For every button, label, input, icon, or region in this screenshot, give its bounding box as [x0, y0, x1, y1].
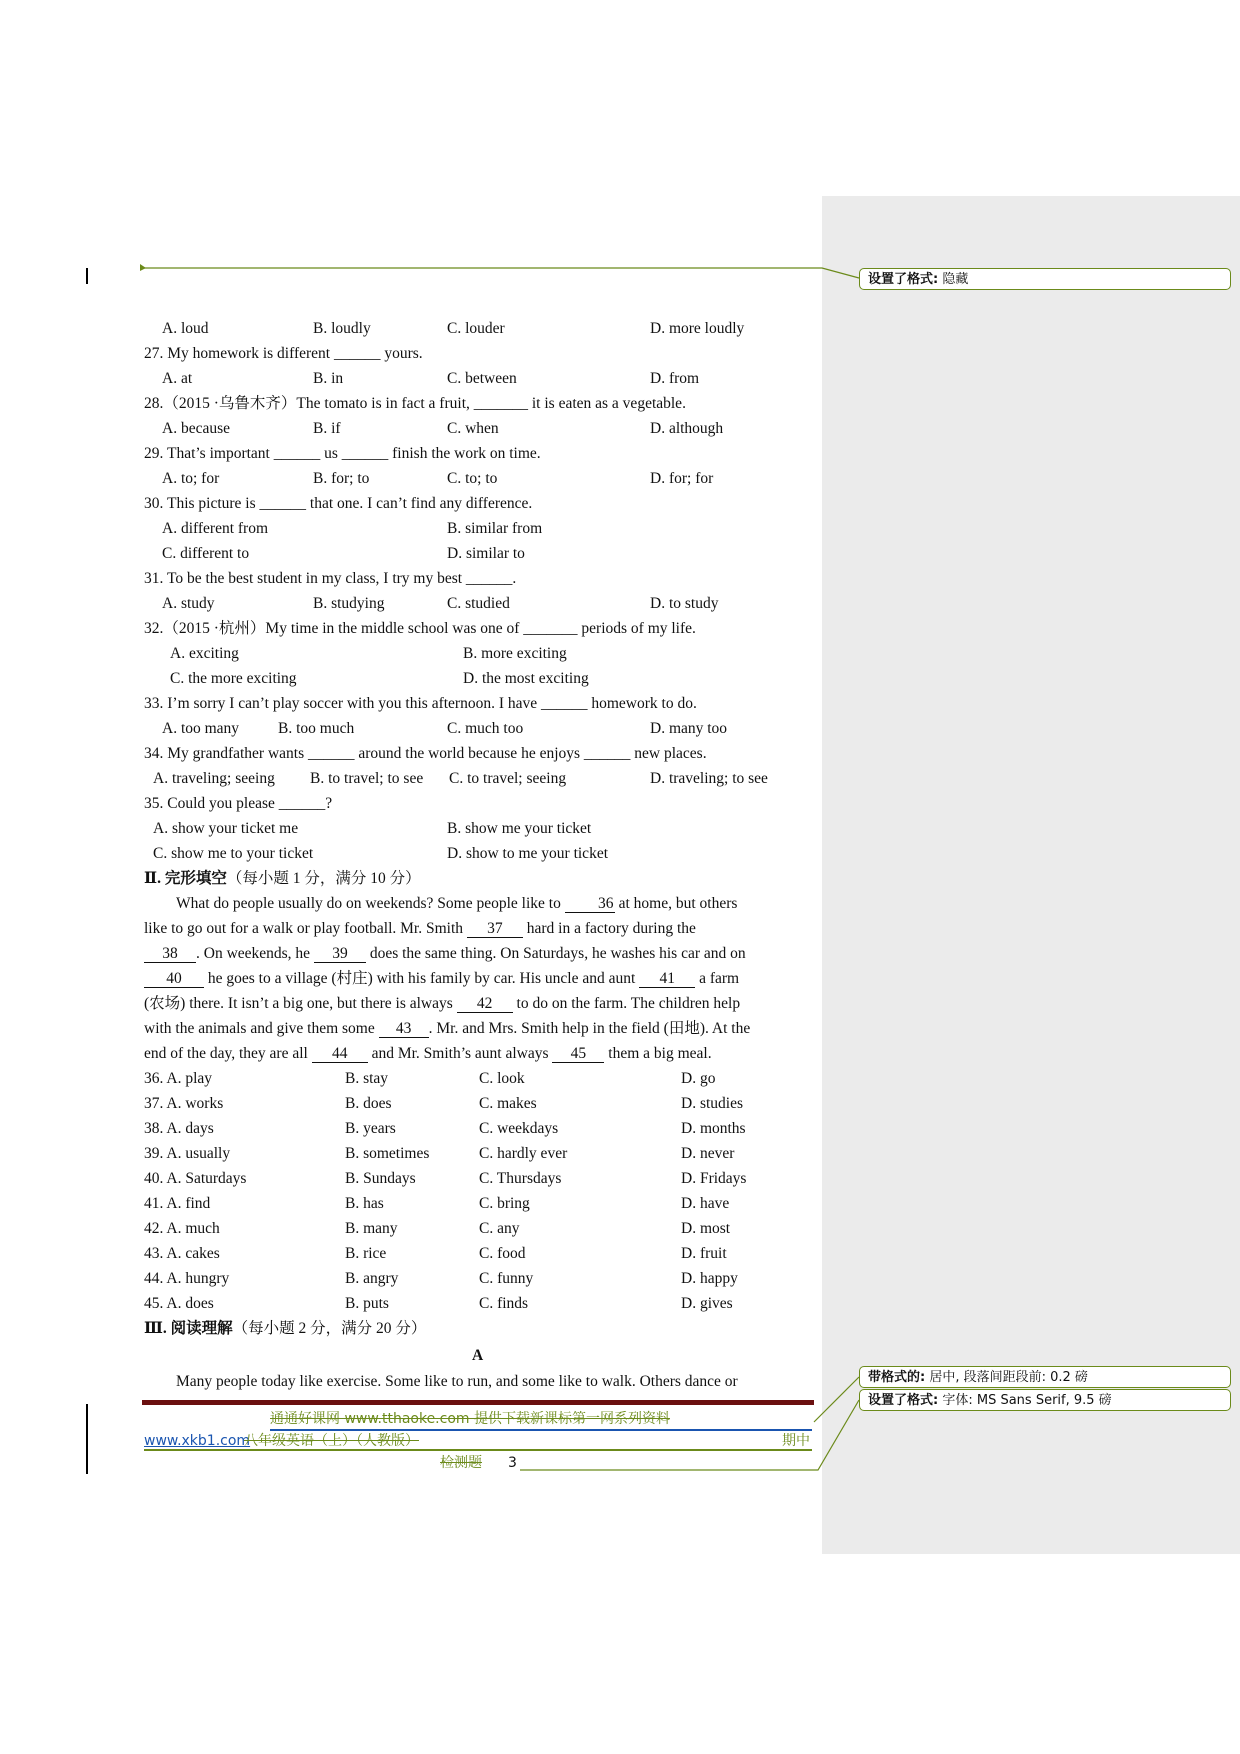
cloze-option-a: 40. A. Saturdays — [144, 1170, 247, 1187]
option-d: D. similar to — [447, 545, 525, 562]
passage-line: (农场) there. It isn’t a big one, but there is always 42 to do on the farm. The children help — [144, 995, 741, 1012]
question-stem: 34. My grandfather wants ______ around the world because he enjoys ______ new places. — [144, 745, 707, 762]
cloze-option-c: C. food — [479, 1245, 526, 1262]
section-note: （每小题 1 分，满分 10 分） — [226, 870, 421, 887]
cloze-option-d: D. months — [681, 1120, 746, 1137]
cloze-option-c: C. look — [479, 1070, 525, 1087]
cloze-option-a: 44. A. hungry — [144, 1270, 230, 1287]
footer-rule — [142, 1400, 814, 1405]
footer-exam-type: 期中 — [782, 1433, 810, 1449]
cloze-option-c: C. makes — [479, 1095, 537, 1112]
option-c: C. when — [447, 420, 499, 437]
option-d: D. traveling; to see — [650, 770, 768, 787]
question-stem: 30. This picture is ______ that one. I can’t find any difference. — [144, 495, 533, 512]
comment-label: 设置了格式: — [868, 1393, 939, 1408]
blank-44: 44 — [312, 1046, 368, 1063]
cloze-option-c: C. bring — [479, 1195, 530, 1212]
cloze-option-c: C. funny — [479, 1270, 534, 1287]
passage-line: 38 . On weekends, he 39 does the same thing. On Saturdays, he washes his car and on — [144, 944, 812, 964]
option-c: C. to travel; seeing — [449, 770, 567, 787]
cloze-option-d: D. have — [681, 1195, 730, 1212]
footer-underline — [270, 1429, 812, 1431]
comment-label: 带格式的: — [868, 1370, 926, 1385]
footer-book-title: 八年级英语（上）（人教版） — [244, 1433, 419, 1449]
footer-exam-label: 检测题 — [440, 1455, 482, 1471]
cloze-option-d: D. go — [681, 1070, 716, 1087]
option-c: C. studied — [447, 595, 510, 612]
footer-source-line: 通通好课网 www.tthaoke.com 提供下载新课标第一网系列资料 — [270, 1411, 670, 1427]
option-c: C. the more exciting — [170, 670, 297, 687]
section-heading-reading — [144, 1319, 426, 1339]
blank-38: 38 — [144, 946, 196, 963]
comment-label: 设置了格式: — [868, 272, 939, 287]
option-a: A. loud — [162, 320, 209, 337]
passage-label: A — [472, 1347, 484, 1364]
blank-40: 40 — [144, 971, 204, 988]
cloze-option-d: D. happy — [681, 1270, 738, 1287]
cloze-option-c: C. finds — [479, 1295, 529, 1312]
cloze-option-a: 43. A. cakes — [144, 1245, 220, 1262]
comment-value: 隐藏 — [942, 272, 969, 287]
cloze-option-c: C. Thursdays — [479, 1170, 562, 1187]
cloze-option-d: D. most — [681, 1220, 731, 1237]
cloze-option-c: C. hardly ever — [479, 1145, 568, 1162]
option-a: A. show your ticket me — [153, 820, 299, 837]
blank-41: 41 — [639, 971, 695, 988]
cloze-option-b: B. puts — [345, 1295, 389, 1312]
format-comment-font[interactable] — [859, 1389, 1231, 1411]
blank-42: 42 — [457, 996, 513, 1013]
option-d: D. show to me your ticket — [447, 845, 609, 862]
cloze-option-a: 42. A. much — [144, 1220, 220, 1237]
option-d: D. for; for — [650, 470, 714, 487]
passage-line: with the animals and give them some 43 . Mr. and Mrs. Smith help in the field (田地). At the — [144, 1020, 751, 1037]
option-d: D. although — [650, 420, 724, 437]
option-b: B. studying — [313, 595, 385, 612]
cloze-option-a: 41. A. find — [144, 1195, 211, 1212]
cloze-option-d: D. fruit — [681, 1245, 727, 1262]
cloze-option-d: D. gives — [681, 1295, 733, 1312]
format-comment-centered[interactable] — [859, 1366, 1231, 1388]
passage-line: like to go out for a walk or play football. Mr. Smith 37 hard in a factory during the — [144, 920, 696, 937]
blank-37: 37 — [467, 921, 523, 938]
blank-36: 36 — [565, 896, 615, 913]
option-b: B. if — [313, 420, 341, 437]
question-stem: 31. To be the best student in my class, I try my best ______. — [144, 570, 517, 587]
page-number: 3 — [508, 1455, 517, 1471]
option-b: B. too much — [278, 720, 355, 737]
cloze-option-a: 37. A. works — [144, 1095, 224, 1112]
section-note: （每小题 2 分，满分 20 分） — [232, 1320, 427, 1337]
question-stem: 29. That’s important ______ us ______ finish the work on time. — [144, 445, 541, 462]
option-a: A. different from — [162, 520, 269, 537]
comment-value: 居中, 段落间距段前: 0.2 磅 — [929, 1370, 1088, 1385]
blank-43: 43 — [379, 1021, 429, 1038]
blank-45: 45 — [552, 1046, 604, 1063]
option-b: B. in — [313, 370, 344, 387]
cloze-option-c: C. any — [479, 1220, 520, 1237]
option-d: D. from — [650, 370, 700, 387]
cloze-option-d: D. studies — [681, 1095, 743, 1112]
cloze-option-b: B. sometimes — [345, 1145, 430, 1162]
passage-line: 40 he goes to a village (村庄) with his family by car. His uncle and aunt 41 a farm — [144, 969, 812, 989]
option-b: B. loudly — [313, 320, 371, 337]
cloze-option-a: 38. A. days — [144, 1120, 214, 1137]
option-d: D. many too — [650, 720, 728, 737]
option-b: B. similar from — [447, 520, 543, 537]
cloze-option-b: B. has — [345, 1195, 384, 1212]
cloze-option-d: D. never — [681, 1145, 735, 1162]
footer-site-link[interactable]: www.xkb1.com — [144, 1433, 251, 1449]
cloze-option-c: C. weekdays — [479, 1120, 559, 1137]
cloze-option-b: B. years — [345, 1120, 396, 1137]
blank-39: 39 — [314, 946, 366, 963]
cloze-option-b: B. rice — [345, 1245, 387, 1262]
option-b: B. for; to — [313, 470, 370, 487]
option-b: B. more exciting — [463, 645, 567, 662]
format-comment-hidden[interactable] — [859, 268, 1231, 290]
option-a: A. at — [162, 370, 193, 387]
option-c: C. between — [447, 370, 517, 387]
cloze-option-b: B. Sundays — [345, 1170, 416, 1187]
option-a: A. to; for — [162, 470, 220, 487]
option-a: A. traveling; seeing — [153, 770, 275, 787]
option-d: D. the most exciting — [463, 670, 589, 687]
section-heading-cloze — [144, 869, 421, 889]
cloze-option-b: B. does — [345, 1095, 392, 1112]
option-c: C. to; to — [447, 470, 498, 487]
question-stem: 32.（2015 ·杭州）My time in the middle school was one of _______ periods of my life. — [144, 620, 696, 637]
option-d: D. more loudly — [650, 320, 745, 337]
question-stem: 27. My homework is different ______ yours. — [144, 345, 423, 362]
cloze-option-d: D. Fridays — [681, 1170, 747, 1187]
passage-line: end of the day, they are all 44 and Mr. Smith’s aunt always 45 them a big meal. — [144, 1045, 712, 1062]
section-title: Ⅱ. 完形填空 — [144, 870, 227, 887]
option-a: A. study — [162, 595, 215, 612]
cloze-option-b: B. stay — [345, 1070, 389, 1087]
passage-line: What do people usually do on weekends? Some people like to 36 at home, but others — [176, 895, 738, 912]
option-a: A. exciting — [170, 645, 239, 662]
option-c: C. different to — [162, 545, 250, 562]
change-bar — [86, 1404, 88, 1474]
cloze-option-a: 45. A. does — [144, 1295, 214, 1312]
section-title: Ⅲ. 阅读理解 — [144, 1320, 233, 1337]
option-c: C. louder — [447, 320, 505, 337]
option-c: C. show me to your ticket — [153, 845, 314, 862]
option-c: C. much too — [447, 720, 524, 737]
cloze-option-b: B. angry — [345, 1270, 399, 1287]
question-stem: 35. Could you please ______? — [144, 795, 333, 812]
change-bar — [86, 268, 88, 284]
option-a: A. too many — [162, 720, 240, 737]
question-stem: 28.（2015 ·乌鲁木齐）The tomato is in fact a fruit, _______ it is eaten as a vegetable. — [144, 395, 686, 412]
cloze-option-b: B. many — [345, 1220, 398, 1237]
question-stem: 33. I’m sorry I can’t play soccer with you this afternoon. I have ______ homework to do. — [144, 695, 697, 712]
option-b: B. to travel; to see — [310, 770, 424, 787]
option-a: A. because — [162, 420, 230, 437]
cloze-option-a: 36. A. play — [144, 1070, 213, 1087]
option-b: B. show me your ticket — [447, 820, 592, 837]
footer-rule-green — [144, 1449, 812, 1451]
passage-line: Many people today like exercise. Some like to run, and some like to walk. Others dance or — [176, 1373, 738, 1390]
option-d: D. to study — [650, 595, 719, 612]
comment-value: 字体: MS Sans Serif, 9.5 磅 — [942, 1393, 1112, 1408]
cloze-option-a: 39. A. usually — [144, 1145, 231, 1162]
